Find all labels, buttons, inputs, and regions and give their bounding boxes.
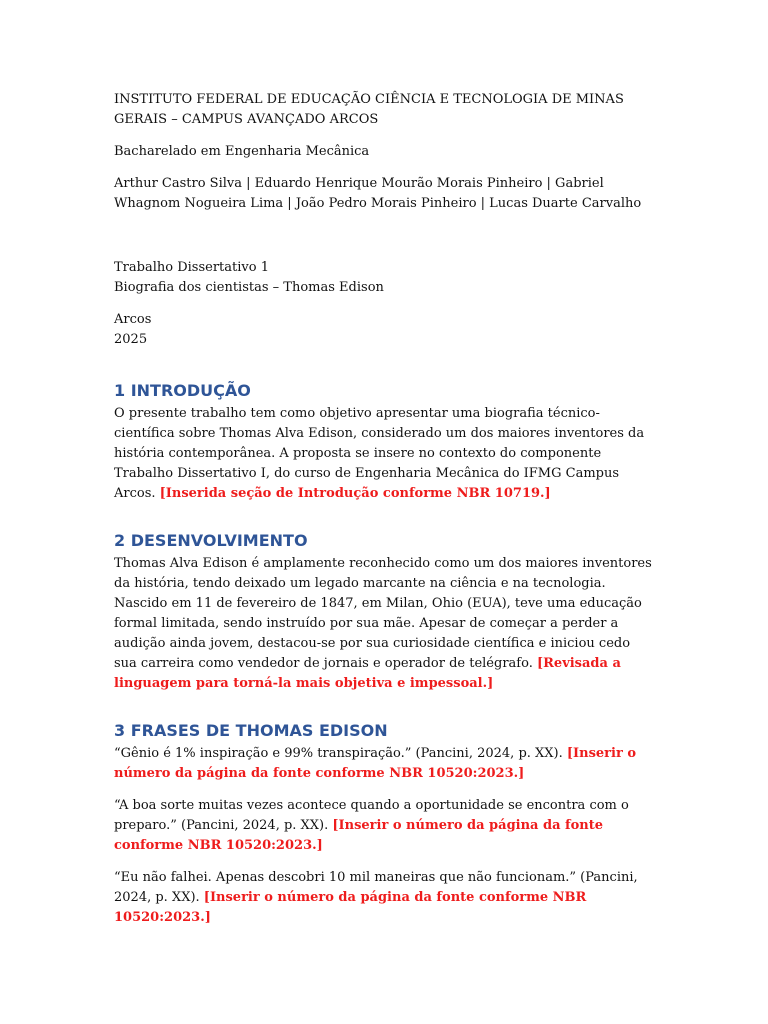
development-text: Thomas Alva Edison é amplamente reconhecido como um dos maiores inventores da história, tendo deixado um legado marcante na ciência e na tecnologia. Nascido em 11 de fevereiro de 1847, em Milan, Ohio (EUA), teve uma educação formal limitada, sendo instruído por sua mãe. Apesar de começar a perder a audição ainda jovem, destacou-se por sua curiosidade científica e iniciou cedo sua carreira como vendedor de jornais e operador de telégrafo. — [114, 556, 652, 671]
quote-item — [114, 744, 654, 784]
quotes-heading: 3 FRASES DE THOMAS EDISON — [114, 721, 388, 740]
quote-text: “Gênio é 1% inspiração e 99% transpiração.” (Pancini, 2024, p. XX). — [114, 746, 563, 761]
quote-item — [114, 796, 654, 856]
quote-text: “Eu não falhei. Apenas descobri 10 mil maneiras que não funcionam.” (Pancini, 2024, p. XX). — [114, 870, 638, 905]
document-page — [114, 90, 654, 928]
year: 2025 — [114, 332, 148, 347]
quote-note: [Inserir o número da página da fonte conforme NBR 10520:2023.] — [114, 890, 587, 925]
development-note: [Revisada a linguagem para torná-la mais objetiva e impessoal.] — [114, 656, 621, 691]
authors-list: Arthur Castro Silva | Eduardo Henrique Mourão Morais Pinheiro | Gabriel Whagnom Nogueira Lima | João Pedro Morais Pinheiro | Lucas Duarte Carvalho — [114, 176, 642, 211]
work-info — [114, 258, 654, 298]
work-type: Trabalho Dissertativo 1 — [114, 260, 269, 275]
work-title: Biografia dos cientistas – Thomas Edison — [114, 280, 384, 295]
quote-text: “A boa sorte muitas vezes acontece quando a oportunidade se encontra com o preparo.” (Pancini, 2024, p. XX). — [114, 798, 629, 833]
quote-item — [114, 868, 654, 928]
quote-note: [Inserir o número da página da fonte conforme NBR 10520:2023.] — [114, 818, 604, 853]
course-name: Bacharelado em Engenharia Mecânica — [114, 144, 370, 159]
city: Arcos — [114, 312, 152, 327]
development-paragraph — [114, 554, 654, 694]
quote-note: [Inserir o número da página da fonte conforme NBR 10520:2023.] — [114, 746, 636, 781]
quotes-list — [114, 744, 654, 928]
development-heading: 2 DESENVOLVIMENTO — [114, 531, 308, 550]
intro-heading: 1 INTRODUÇÃO — [114, 381, 251, 400]
intro-text: O presente trabalho tem como objetivo apresentar uma biografia técnico-científica sobre Thomas Alva Edison, considerado um dos maiores inventores da história contemporânea. A proposta se insere no contexto do componente Trabalho Dissertativo I, do curso de Engenharia Mecânica do IFMG Campus Arcos. — [114, 406, 645, 501]
intro-note: [Inserida seção de Introdução conforme NBR 10719.] — [159, 486, 551, 501]
intro-paragraph — [114, 404, 654, 504]
place-date — [114, 310, 654, 350]
institution-name: INSTITUTO FEDERAL DE EDUCAÇÃO CIÊNCIA E TECNOLOGIA DE MINAS GERAIS – CAMPUS AVANÇADO ARCOS — [114, 92, 624, 127]
